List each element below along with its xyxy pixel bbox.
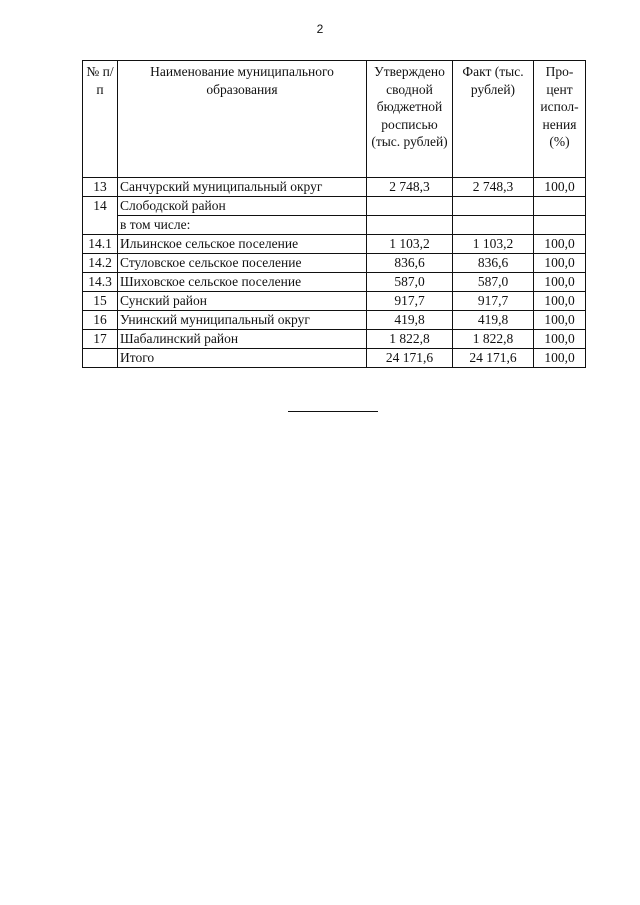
row-num: 16: [83, 311, 118, 330]
table-row: [83, 235, 586, 254]
page-number: 2: [316, 22, 324, 36]
row-name: Ильинское сельское поселение: [118, 235, 367, 254]
row-num: [83, 216, 118, 235]
row-actual: 419,8: [453, 311, 534, 330]
row-percent: [534, 197, 586, 216]
row-num: 17: [83, 330, 118, 349]
row-percent: 100,0: [534, 273, 586, 292]
row-approved: [367, 197, 453, 216]
row-num: [83, 349, 118, 368]
row-percent: 100,0: [534, 292, 586, 311]
row-percent: 100,0: [534, 330, 586, 349]
row-num: 14.1: [83, 235, 118, 254]
row-name: в том числе:: [118, 216, 367, 235]
row-actual: 2 748,3: [453, 178, 534, 197]
row-name: Сунский район: [118, 292, 367, 311]
row-actual: 587,0: [453, 273, 534, 292]
row-num: 13: [83, 178, 118, 197]
table-header-row: [83, 61, 586, 178]
row-percent: 100,0: [534, 349, 586, 368]
row-actual: [453, 216, 534, 235]
table-row: [83, 330, 586, 349]
table-row-subheading: [83, 216, 586, 235]
table-row: [83, 311, 586, 330]
row-actual: 1 103,2: [453, 235, 534, 254]
row-approved: 836,6: [367, 254, 453, 273]
row-name: Санчурский муниципальный округ: [118, 178, 367, 197]
header-actual: Факт (тыс. рублей): [453, 61, 534, 178]
row-actual: 24 171,6: [453, 349, 534, 368]
row-name: Слободской район: [118, 197, 367, 216]
table-row: [83, 197, 586, 216]
row-approved: 1 103,2: [367, 235, 453, 254]
row-name: Шиховское сельское поселение: [118, 273, 367, 292]
row-percent: 100,0: [534, 311, 586, 330]
end-separator-line: [288, 411, 378, 412]
header-num: № п/п: [83, 61, 118, 178]
row-name: Итого: [118, 349, 367, 368]
row-approved: 587,0: [367, 273, 453, 292]
row-actual: 836,6: [453, 254, 534, 273]
row-approved: 419,8: [367, 311, 453, 330]
row-percent: 100,0: [534, 254, 586, 273]
row-num: 14.3: [83, 273, 118, 292]
budget-execution-table: [82, 60, 586, 368]
row-num: 14.2: [83, 254, 118, 273]
row-percent: [534, 216, 586, 235]
row-name: Шабалинский район: [118, 330, 367, 349]
row-num: 15: [83, 292, 118, 311]
row-percent: 100,0: [534, 178, 586, 197]
row-approved: 2 748,3: [367, 178, 453, 197]
table-row: [83, 273, 586, 292]
row-approved: 917,7: [367, 292, 453, 311]
row-approved: 1 822,8: [367, 330, 453, 349]
row-num: 14: [83, 197, 118, 216]
header-name: Наименование муниципального образования: [118, 61, 367, 178]
row-actual: [453, 197, 534, 216]
row-percent: 100,0: [534, 235, 586, 254]
row-actual: 917,7: [453, 292, 534, 311]
header-percent: Процент исполнения (%): [534, 61, 586, 178]
row-actual: 1 822,8: [453, 330, 534, 349]
header-approved: Утверждено сводной бюджетной росписью (тыс. рублей): [367, 61, 453, 178]
row-approved: [367, 216, 453, 235]
table-row: [83, 254, 586, 273]
row-name: Стуловское сельское поселение: [118, 254, 367, 273]
row-name: Унинский муниципальный округ: [118, 311, 367, 330]
row-approved: 24 171,6: [367, 349, 453, 368]
table-row: [83, 178, 586, 197]
table-row: [83, 292, 586, 311]
table-total-row: [83, 349, 586, 368]
